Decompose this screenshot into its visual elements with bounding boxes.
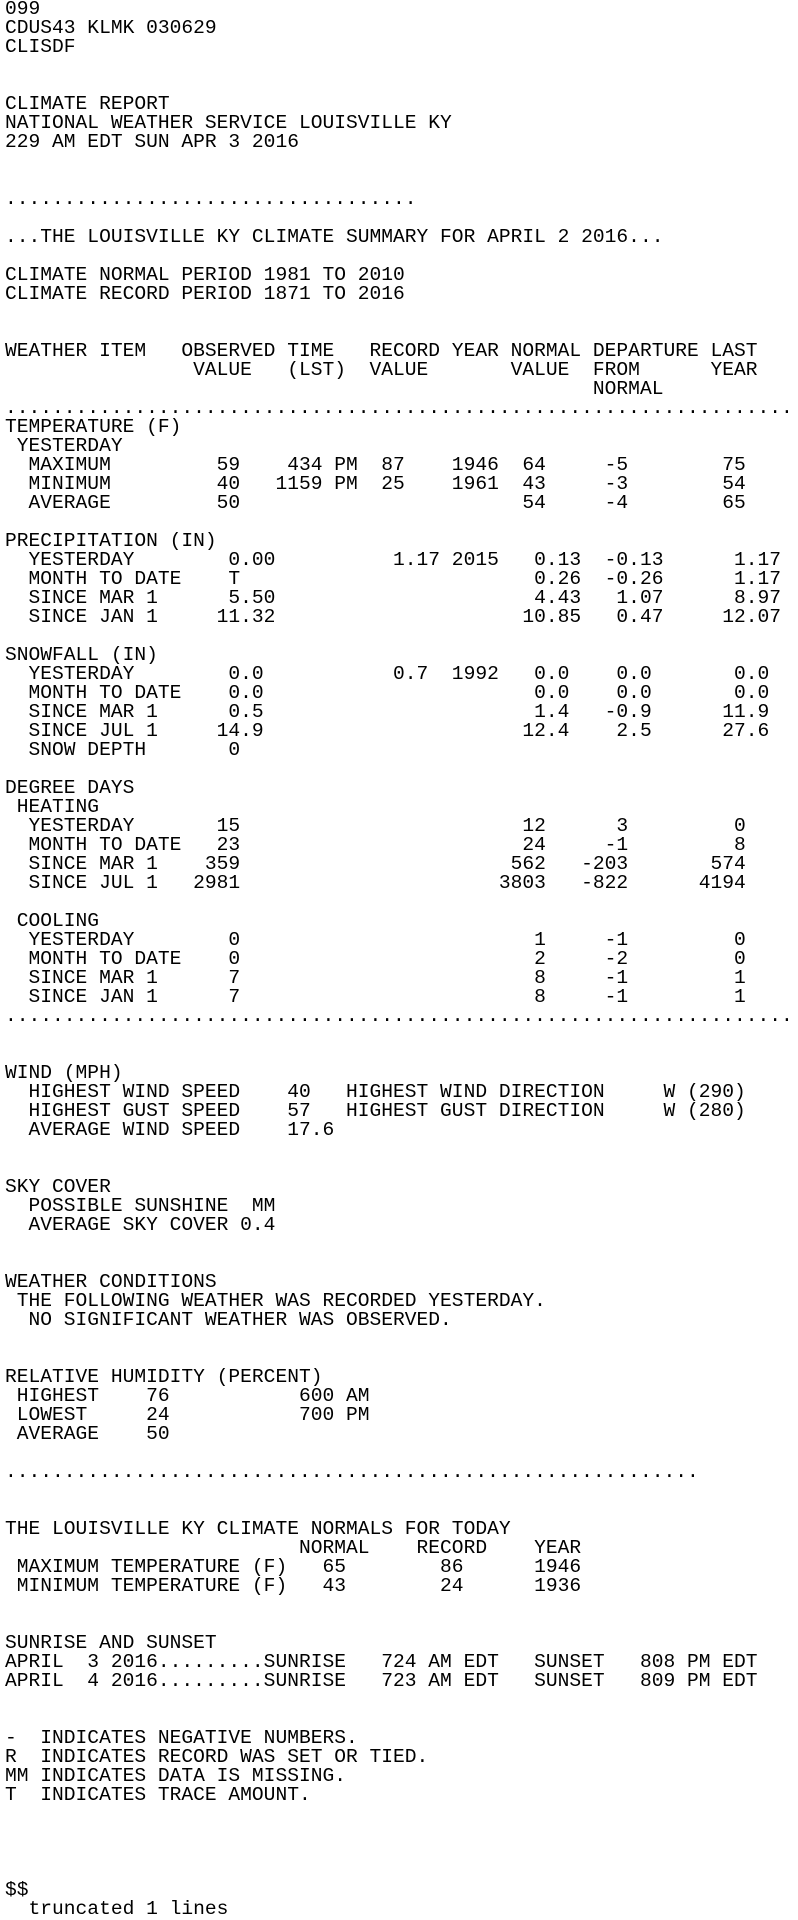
report-line xyxy=(5,1330,798,1349)
normals-row: MINIMUM TEMPERATURE (F) 43 24 1936 xyxy=(5,1577,582,1596)
subsection-heading: COOLING xyxy=(5,912,100,931)
table-row: AVERAGE 50 54 -4 65 xyxy=(5,494,746,513)
table-row: SINCE JAN 1 7 8 -1 1 xyxy=(5,988,746,1007)
report-issue-time: 229 AM EDT SUN APR 3 2016 xyxy=(5,133,299,152)
report-line xyxy=(5,1862,798,1881)
dotted-divider: ................................................................... xyxy=(5,1007,793,1026)
table-row: SINCE MAR 1 359 562 -203 574 xyxy=(5,855,746,874)
report-line xyxy=(5,152,798,171)
normals-header: NORMAL RECORD YEAR xyxy=(5,1539,582,1558)
table-row: MONTH TO DATE T 0.26 -0.26 1.17 xyxy=(5,570,782,589)
table-row: SINCE JUL 1 14.9 12.4 2.5 27.6 xyxy=(5,722,770,741)
legend-line: R INDICATES RECORD WAS SET OR TIED. xyxy=(5,1748,429,1767)
table-header: WEATHER ITEM OBSERVED TIME RECORD YEAR NORMAL DEPARTURE LAST xyxy=(5,342,758,361)
table-row: SINCE JAN 1 11.32 10.85 0.47 12.07 xyxy=(5,608,782,627)
humidity-row: HIGHEST 76 600 AM xyxy=(5,1387,370,1406)
table-row: SINCE MAR 1 5.50 4.43 1.07 8.97 xyxy=(5,589,782,608)
table-row: YESTERDAY 0 1 -1 0 xyxy=(5,931,746,950)
subsection-heading: YESTERDAY xyxy=(5,437,123,456)
report-line xyxy=(5,1349,798,1368)
humidity-row: AVERAGE 50 xyxy=(5,1425,170,1444)
section-heading: SUNRISE AND SUNSET xyxy=(5,1634,217,1653)
report-line xyxy=(5,1691,798,1710)
report-line xyxy=(5,1843,798,1862)
weather-text: NO SIGNIFICANT WEATHER WAS OBSERVED. xyxy=(5,1311,452,1330)
report-line xyxy=(5,1159,798,1178)
report-title: CLIMATE REPORT xyxy=(5,95,170,114)
section-heading: WIND (MPH) xyxy=(5,1064,123,1083)
table-row: MONTH TO DATE 23 24 -1 8 xyxy=(5,836,746,855)
report-line xyxy=(5,1235,798,1254)
table-row: YESTERDAY 0.0 0.7 1992 0.0 0.0 0.0 xyxy=(5,665,770,684)
report-line xyxy=(5,1805,798,1824)
report-line xyxy=(5,1501,798,1520)
report-line xyxy=(5,1026,798,1045)
section-heading: SNOWFALL (IN) xyxy=(5,646,158,665)
table-row: SINCE MAR 1 0.5 1.4 -0.9 11.9 xyxy=(5,703,770,722)
sun-row: APRIL 3 2016.........SUNRISE 724 AM EDT SUNSET 808 PM EDT xyxy=(5,1653,758,1672)
dotted-divider: ........................................................... xyxy=(5,1463,699,1482)
weather-text: THE FOLLOWING WEATHER WAS RECORDED YESTERDAY. xyxy=(5,1292,546,1311)
table-row: MONTH TO DATE 0 2 -2 0 xyxy=(5,950,746,969)
report-line xyxy=(5,209,798,228)
table-row: MONTH TO DATE 0.0 0.0 0.0 0.0 xyxy=(5,684,770,703)
table-row: SNOW DEPTH 0 xyxy=(5,741,241,760)
legend-line: - INDICATES NEGATIVE NUMBERS. xyxy=(5,1729,358,1748)
sky-row: AVERAGE SKY COVER 0.4 xyxy=(5,1216,276,1235)
table-row: SINCE MAR 1 7 8 -1 1 xyxy=(5,969,746,988)
report-line xyxy=(5,1710,798,1729)
wind-row: HIGHEST GUST SPEED 57 HIGHEST GUST DIRECTION W (280) xyxy=(5,1102,746,1121)
report-line xyxy=(5,1254,798,1273)
legend-line: MM INDICATES DATA IS MISSING. xyxy=(5,1767,346,1786)
report-line xyxy=(5,1140,798,1159)
report-office: NATIONAL WEATHER SERVICE LOUISVILLE KY xyxy=(5,114,452,133)
subsection-heading: HEATING xyxy=(5,798,100,817)
report-line xyxy=(5,57,798,76)
report-line xyxy=(5,760,798,779)
section-heading: TEMPERATURE (F) xyxy=(5,418,182,437)
report-line: CDUS43 KLMK 030629 xyxy=(5,19,217,38)
end-marker: $$ xyxy=(5,1881,29,1900)
legend-line: T INDICATES TRACE AMOUNT. xyxy=(5,1786,311,1805)
table-row: MINIMUM 40 1159 PM 25 1961 43 -3 54 xyxy=(5,475,746,494)
summary-heading: ...THE LOUISVILLE KY CLIMATE SUMMARY FOR APRIL 2 2016... xyxy=(5,228,664,247)
table-header: NORMAL xyxy=(5,380,664,399)
humidity-row: LOWEST 24 700 PM xyxy=(5,1406,370,1425)
sky-row: POSSIBLE SUNSHINE MM xyxy=(5,1197,276,1216)
report-line xyxy=(5,1482,798,1501)
section-heading: SKY COVER xyxy=(5,1178,111,1197)
sun-row: APRIL 4 2016.........SUNRISE 723 AM EDT SUNSET 809 PM EDT xyxy=(5,1672,758,1691)
report-line: CLISDF xyxy=(5,38,76,57)
truncation-note: truncated 1 lines xyxy=(5,1900,229,1919)
wind-row: HIGHEST WIND SPEED 40 HIGHEST WIND DIRECTION W (290) xyxy=(5,1083,746,1102)
report-line xyxy=(5,304,798,323)
report-line xyxy=(5,513,798,532)
section-heading: DEGREE DAYS xyxy=(5,779,135,798)
wind-row: AVERAGE WIND SPEED 17.6 xyxy=(5,1121,335,1140)
report-line xyxy=(5,76,798,95)
table-row: MAXIMUM 59 434 PM 87 1946 64 -5 75 xyxy=(5,456,746,475)
section-heading: PRECIPITATION (IN) xyxy=(5,532,217,551)
normal-period: CLIMATE NORMAL PERIOD 1981 TO 2010 xyxy=(5,266,405,285)
report-line xyxy=(5,1596,798,1615)
report-line xyxy=(5,1824,798,1843)
dotted-divider: ................................... xyxy=(5,190,417,209)
report-line xyxy=(5,171,798,190)
section-heading: THE LOUISVILLE KY CLIMATE NORMALS FOR TODAY xyxy=(5,1520,511,1539)
report-line xyxy=(5,1615,798,1634)
table-row: SINCE JUL 1 2981 3803 -822 4194 xyxy=(5,874,746,893)
normals-row: MAXIMUM TEMPERATURE (F) 65 86 1946 xyxy=(5,1558,582,1577)
report-line: 099 xyxy=(5,0,41,19)
report-line xyxy=(5,893,798,912)
table-header: VALUE (LST) VALUE VALUE FROM YEAR xyxy=(5,361,758,380)
section-heading: RELATIVE HUMIDITY (PERCENT) xyxy=(5,1368,323,1387)
report-line xyxy=(5,627,798,646)
report-line xyxy=(5,1444,798,1463)
table-row: YESTERDAY 0.00 1.17 2015 0.13 -0.13 1.17 xyxy=(5,551,782,570)
record-period: CLIMATE RECORD PERIOD 1871 TO 2016 xyxy=(5,285,405,304)
section-heading: WEATHER CONDITIONS xyxy=(5,1273,217,1292)
report-line xyxy=(5,247,798,266)
report-line xyxy=(5,323,798,342)
report-line xyxy=(5,1045,798,1064)
table-row: YESTERDAY 15 12 3 0 xyxy=(5,817,746,836)
dotted-divider: ................................................................... xyxy=(5,399,793,418)
